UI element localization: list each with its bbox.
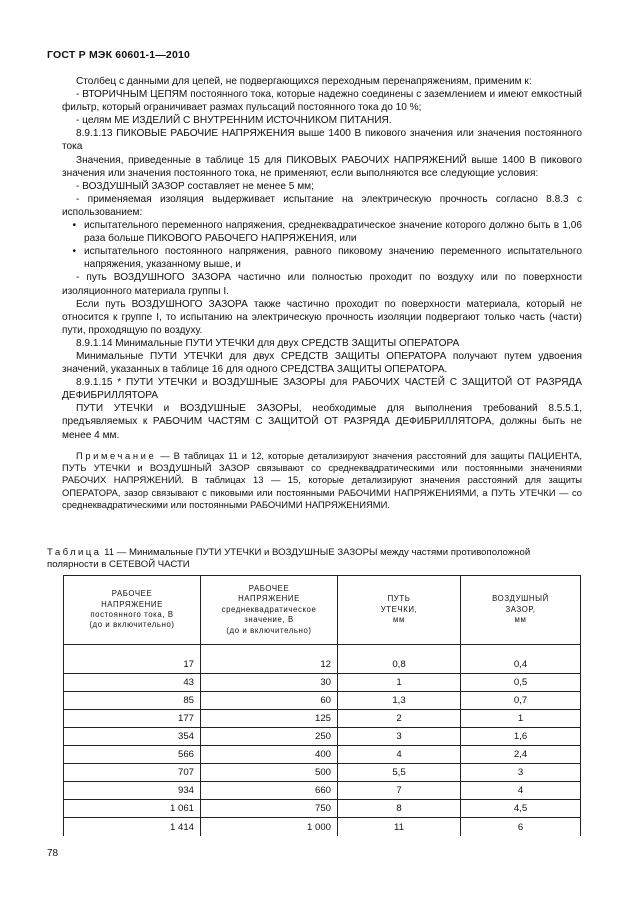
table-cell: 43 (64, 674, 201, 692)
bullet-list (62, 219, 582, 271)
paragraph: ПУТИ УТЕЧКИ и ВОЗДУШНЫЕ ЗАЗОРЫ, необходимые для выполнения требований 8.5.5.1, предъявляемых к РАБОЧИМ ЧАСТЯМ С ЗАЩИТОЙ ОТ РАЗРЯДА ДЕФИБРИЛЛЯТОРА, должны быть не менее 4 мм. (62, 403, 582, 441)
table-cell: 1 000 (201, 818, 338, 837)
paragraph: Столбец с данными для цепей, не подвергающихся переходным перенапряжениям, применим к: (76, 76, 532, 87)
table-cell: 1 414 (64, 818, 201, 837)
paragraph-group (62, 271, 582, 441)
paragraph: 8.9.1.15 * ПУТИ УТЕЧКИ и ВОЗДУШНЫЕ ЗАЗОРЫ для РАБОЧИХ ЧАСТЕЙ С ЗАЩИТОЙ ОТ РАЗРЯДА ДЕФИБРИЛЛЯТОРА (62, 377, 582, 402)
table-cell: 1 061 (64, 800, 201, 818)
table-cell: 250 (201, 728, 338, 746)
table-header-cell (461, 576, 581, 645)
paragraph: Значения, приведенные в таблице 15 для ПИКОВЫХ РАБОЧИХ НАПРЯЖЕНИЙ выше 1400 В пикового значения или значения постоянного тока, не применяют, если выполняются все следующие условия: (62, 154, 582, 179)
table-cell: 60 (201, 692, 338, 710)
table-cell: 3 (461, 764, 581, 782)
table-body (64, 645, 581, 837)
table-cell: 934 (64, 782, 201, 800)
table-cell: 707 (64, 764, 201, 782)
page-number: 78 (47, 848, 59, 859)
header-line: мм (514, 615, 527, 625)
paragraph: Минимальные ПУТИ УТЕЧКИ для двух СРЕДСТВ ЗАЩИТЫ ОПЕРАТОРА получают путем удвоения значений, указанных в таблице 16 для одного СРЕДСТВА ЗАЩИТЫ ОПЕРАТОРА. (62, 350, 582, 376)
table-caption (47, 547, 582, 572)
paragraph: - применяемая изоляция выдерживает испытание на электрическую прочность согласно 8.8.3 с использованием: (62, 193, 582, 218)
table-caption-text: 11 — Минимальные ПУТИ УТЕЧКИ и ВОЗДУШНЫЕ ЗАЗОРЫ между частями противоположной полярности в СЕТЕВОЙ ЧАСТИ (47, 547, 531, 571)
note-label: Примечание (76, 449, 157, 461)
table-cell: 11 (338, 818, 461, 837)
header-line: (до и включительно) (226, 625, 312, 635)
table-cell: 4,5 (461, 800, 581, 818)
table-cell: 17 (64, 656, 201, 674)
table-cell: 0,5 (461, 674, 581, 692)
table-row (64, 800, 581, 818)
table-cell: 1 (338, 674, 461, 692)
paragraph: - путь ВОЗДУШНОГО ЗАЗОРА частично или полностью проходит по воздуху или по поверхности изоляционного материала группы I. (62, 272, 582, 297)
table-row (64, 818, 581, 837)
header-line: (до и включительно) (89, 620, 175, 630)
table-cell: 400 (201, 746, 338, 764)
table-spacer-row (64, 645, 581, 657)
table-cell: 177 (64, 710, 201, 728)
table-cell: 660 (201, 782, 338, 800)
table-cell: 2,4 (461, 746, 581, 764)
header-line: РАБОЧЕЕ (248, 583, 290, 593)
table-cell: 1,3 (338, 692, 461, 710)
paragraph: - целям МЕ ИЗДЕЛИЙ С ВНУТРЕННИМ ИСТОЧНИКОМ ПИТАНИЯ. (76, 115, 392, 127)
table-header-cell (338, 576, 461, 645)
paragraph: - ВОЗДУШНЫЙ ЗАЗОР составляет не менее 5 мм; (76, 180, 314, 192)
table-cell: 0,7 (461, 692, 581, 710)
table-cell: 1 (461, 710, 581, 728)
paragraph: 8.9.1.13 ПИКОВЫЕ РАБОЧИЕ НАПРЯЖЕНИЯ выше 1400 В пикового значения или значения постоянного тока (62, 128, 582, 153)
table-cell: 2 (338, 710, 461, 728)
table-cell: 4 (338, 746, 461, 764)
table-row (64, 656, 581, 674)
table-cell: 85 (64, 692, 201, 710)
header-line: ПУТЬ (387, 594, 411, 604)
header-line: значение, В (244, 615, 294, 625)
bullet-text: испытательного переменного напряжения, среднеквадратическое значение которого должно быть в 1,06 раза больше ПИКОВОГО РАБОЧЕГО НАПРЯЖЕНИЯ, или (84, 220, 582, 245)
table-cell: 7 (338, 782, 461, 800)
table-row (64, 710, 581, 728)
table-header-cell (64, 576, 201, 645)
table-cell: 500 (201, 764, 338, 782)
body-text (62, 75, 582, 511)
header-line: мм (393, 615, 405, 625)
table-cell: 566 (64, 746, 201, 764)
spacing-table (63, 575, 581, 836)
table-caption-label: Таблица (47, 547, 102, 558)
paragraph: 8.9.1.14 Минимальные ПУТИ УТЕЧКИ для двух СРЕДСТВ ЗАЩИТЫ ОПЕРАТОРА (76, 337, 460, 349)
table-row (64, 674, 581, 692)
table-cell: 6 (461, 818, 581, 837)
table-row (64, 692, 581, 710)
bullet-text: испытательного постоянного напряжения, равного пиковому значению переменного испытательного напряжения, указанному выше, и (84, 246, 582, 271)
paragraph: - ВТОРИЧНЫМ ЦЕПЯМ постоянного тока, которые надежно соединены с заземлением и имеют емкостный фильтр, который ограничивает размах пульсаций постоянного тока до 10 %; (62, 89, 582, 114)
header-line: НАПРЯЖЕНИЕ (238, 594, 300, 604)
table-cell: 5,5 (338, 764, 461, 782)
bullet-icon: • (72, 246, 76, 258)
paragraph-group (62, 75, 582, 219)
note-text: — В таблицах 11 и 12, которые детализируют значения расстояний для защиты ПАЦИЕНТА, ПУТЬ УТЕЧКИ и ВОЗДУШНЫЙ ЗАЗОР связывают со среднеквадратическими или постоянными значениями РАБОЧИХ НАПРЯЖЕНИЙ. В таблицах 13 — 15, которые детализируют значения расстояний для защиты ОПЕРАТОРА, зазор связывают с пиковыми или постоянными РАБОЧИМИ НАПРЯЖЕНИЯМИ, а ПУТЬ УТЕЧКИ — со среднеквадратическими или постоянными РАБОЧИМИ НАПРЯЖЕНИЯМИ. (62, 449, 582, 510)
bullet-item (62, 245, 582, 271)
table-cell: 750 (201, 800, 338, 818)
table-row (64, 782, 581, 800)
table-cell: 125 (201, 710, 338, 728)
bullet-item (62, 219, 582, 245)
header-line: ВОЗДУШНЫЙ (492, 594, 549, 604)
table-header-cell (201, 576, 338, 645)
table-row (64, 728, 581, 746)
document-header: ГОСТ Р МЭК 60601-1—2010 (47, 49, 191, 61)
header-line: ЗАЗОР, (505, 604, 536, 614)
header-line: УТЕЧКИ, (380, 604, 418, 614)
header-line: НАПРЯЖЕНИЕ (101, 599, 163, 609)
header-line: среднеквадратическое (221, 604, 317, 614)
bullet-icon: • (72, 220, 76, 232)
header-line: РАБОЧЕЕ (111, 589, 153, 599)
table-row (64, 764, 581, 782)
table-cell: 354 (64, 728, 201, 746)
table-cell: 0,8 (338, 656, 461, 674)
table-cell: 3 (338, 728, 461, 746)
table-cell: 30 (201, 674, 338, 692)
note (62, 450, 582, 511)
table-cell: 4 (461, 782, 581, 800)
table-cell: 12 (201, 656, 338, 674)
table-row (64, 746, 581, 764)
table-cell: 8 (338, 800, 461, 818)
table-cell: 1,6 (461, 728, 581, 746)
table-cell: 0,4 (461, 656, 581, 674)
paragraph: Если путь ВОЗДУШНОГО ЗАЗОРА также частично проходит по поверхности материала, который не относится к группе I, то испытанию на электрическую прочность изоляции подвергают только часть (части) пути, проходящую по воздуху. (62, 298, 582, 336)
table-header-row (64, 576, 581, 645)
header-line: постоянного тока, В (90, 610, 174, 619)
